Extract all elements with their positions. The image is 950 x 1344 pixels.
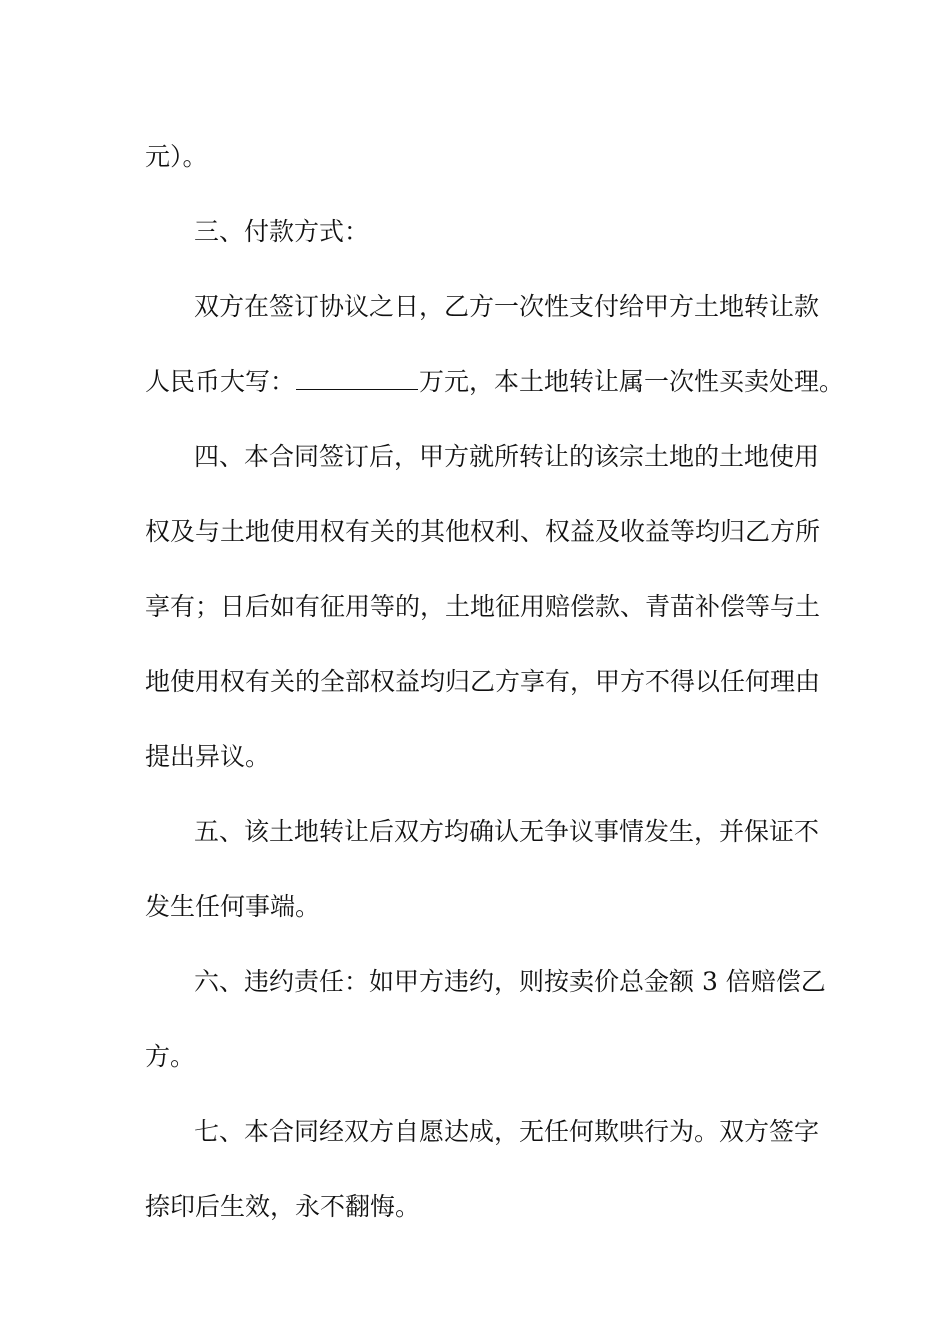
section-heading-payment: 三、付款方式： (194, 217, 370, 246)
text-line: 六、违约责任：如甲方违约，则按卖价总金额 3 倍赔偿乙 (194, 967, 826, 996)
text-segment: 万元，本土地转让属一次性买卖处理。 (419, 367, 845, 396)
text-line: 捺印后生效，永不翻悔。 (145, 1192, 421, 1221)
text-line: 发生任何事端。 (145, 892, 321, 921)
text-line: 五、该土地转让后双方均确认无争议事情发生，并保证不 (194, 817, 820, 846)
text-line: 权及与土地使用权有关的其他权利、权益及收益等均归乙方所 (145, 517, 821, 546)
text-segment: 人民币大写： (145, 367, 296, 396)
text-line: 四、本合同签订后，甲方就所转让的该宗土地的土地使用 (194, 442, 820, 471)
text-line: 双方在签订协议之日，乙方一次性支付给甲方土地转让款 (194, 292, 820, 321)
text-line: 方。 (145, 1042, 196, 1071)
text-line: 享有；日后如有征用等的，土地征用赔偿款、青苗补偿等与土 (145, 592, 821, 621)
text-line: 地使用权有关的全部权益均归乙方享有，甲方不得以任何理由 (145, 667, 821, 696)
text-line-with-blank (145, 344, 845, 419)
text-line: 七、本合同经双方自愿达成，无任何欺哄行为。双方签字 (194, 1117, 820, 1146)
text-line: 提出异议。 (145, 742, 271, 771)
text-line: 元）。 (145, 142, 208, 171)
amount-blank-field (296, 367, 418, 390)
contract-body (145, 119, 845, 1244)
